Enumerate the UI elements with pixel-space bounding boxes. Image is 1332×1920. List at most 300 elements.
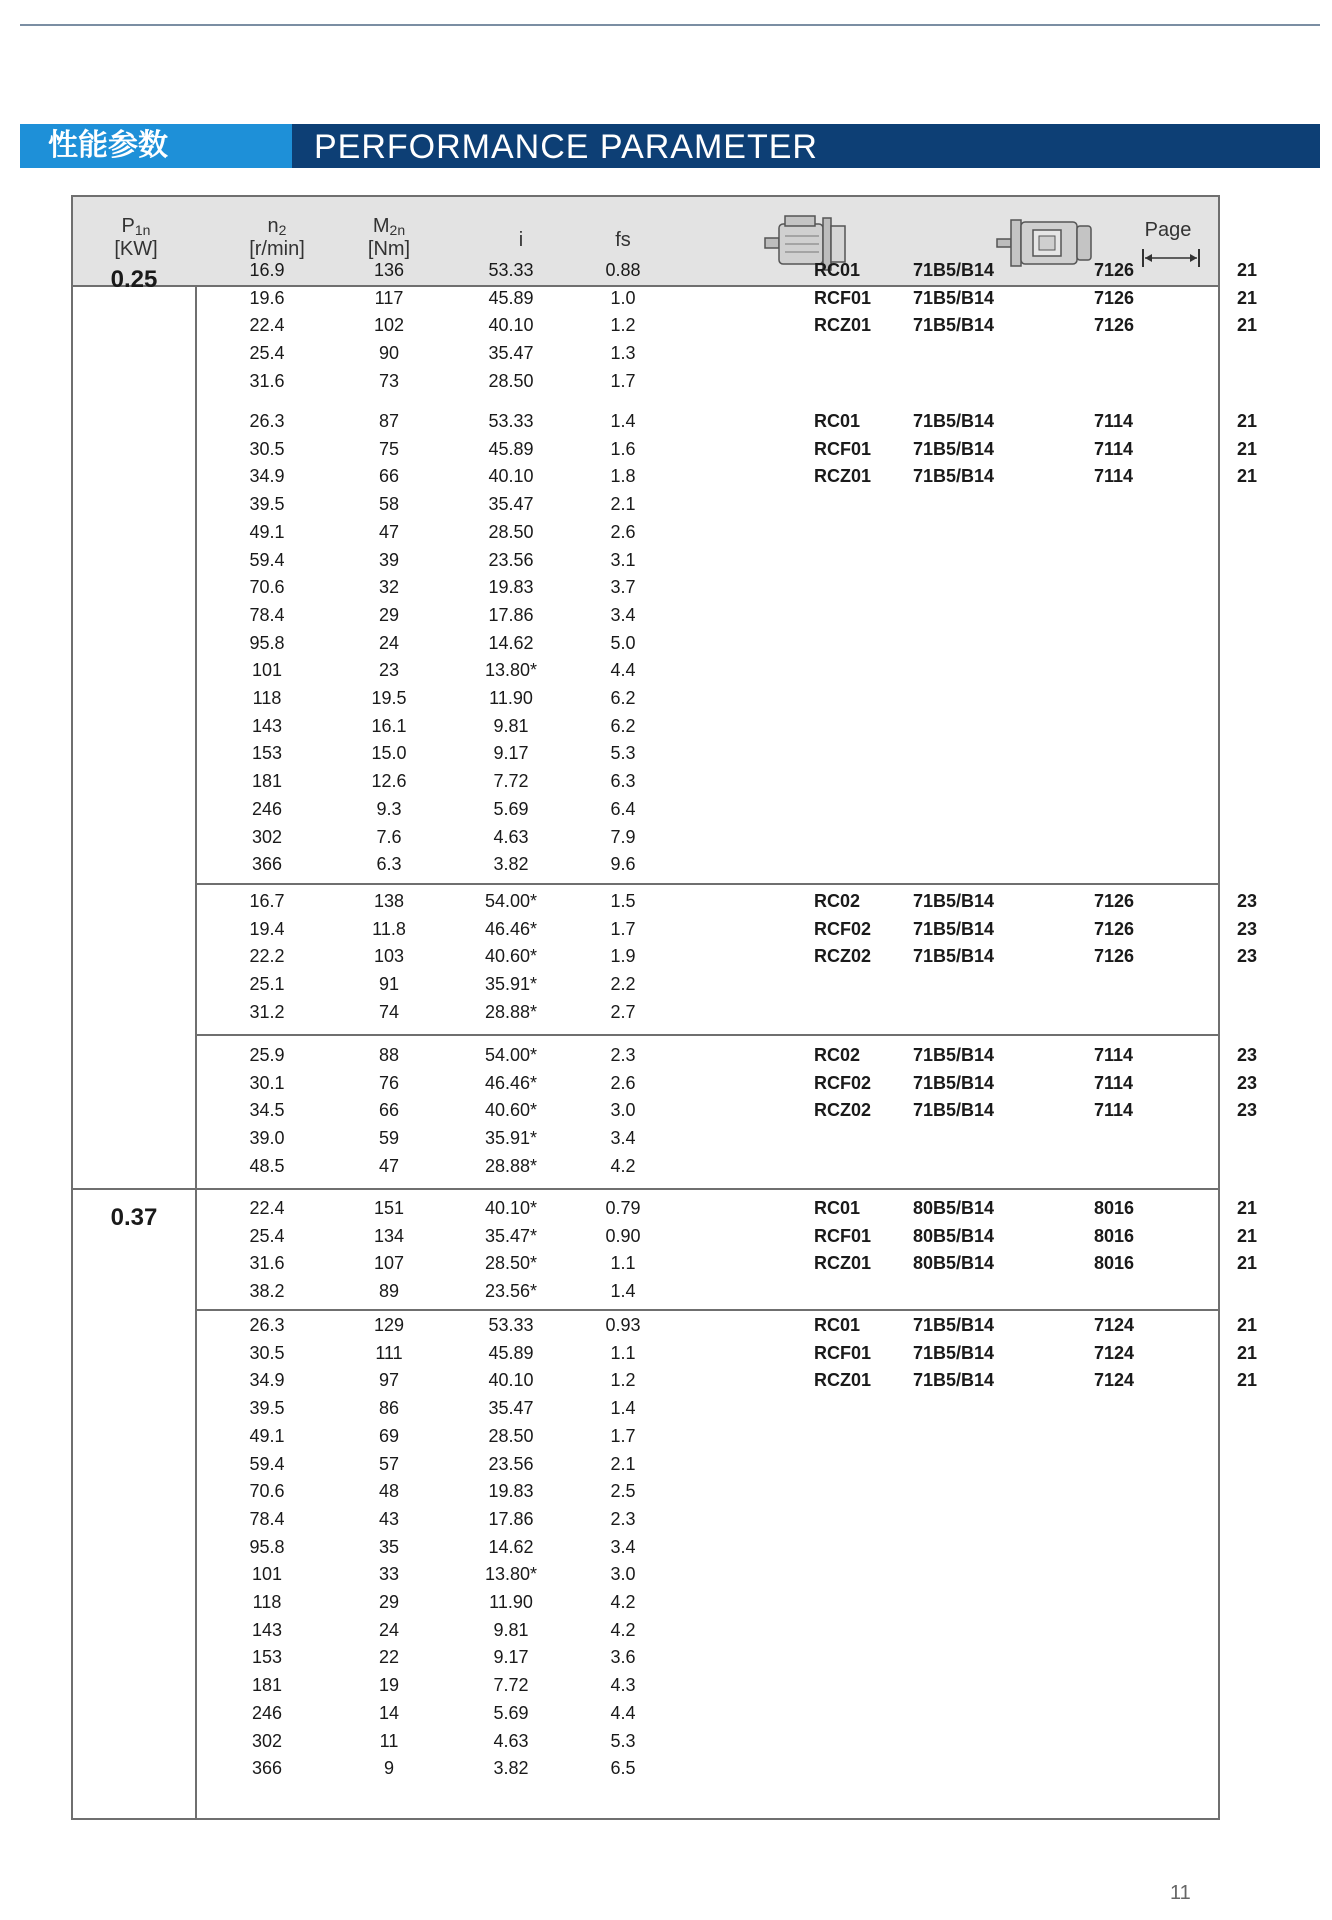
fs-cell: 6.3 — [610, 771, 636, 792]
fs-cell: 4.2 — [610, 1619, 636, 1640]
ratio-cell: 4.63 — [493, 826, 529, 847]
fs-cell: 3.1 — [610, 549, 636, 570]
group-divider — [195, 1309, 1218, 1311]
flange-cell: 71B5/B14 — [913, 891, 995, 911]
n2-cell: 34.9 — [249, 1370, 285, 1391]
ratio-cell: 23.56 — [488, 1453, 534, 1474]
flange-cell: 71B5/B14 — [913, 438, 995, 459]
table-row — [197, 1728, 1218, 1756]
page-cell: 21 — [1237, 438, 1258, 459]
n2-cell: 49.1 — [249, 1425, 285, 1446]
header-m2n: $M_{2n}$ [Nm] — [367, 215, 411, 260]
m2n-cell: 86 — [378, 1398, 400, 1419]
motor-cell: 7126 — [1094, 891, 1135, 911]
n2-cell: 302 — [251, 826, 283, 847]
table-row — [197, 1312, 1258, 1340]
n2-cell: 22.4 — [249, 315, 285, 336]
flange-cell: 71B5/B14 — [913, 1342, 995, 1363]
n2-cell: 59.4 — [249, 549, 285, 570]
n2-cell: 153 — [251, 1647, 283, 1668]
table-row — [197, 312, 1258, 340]
table-row — [197, 602, 1218, 630]
n2-cell: 153 — [251, 743, 283, 764]
ratio-cell: 23.56* — [484, 1281, 538, 1302]
fs-cell: 3.4 — [610, 604, 636, 625]
n2-cell: 101 — [251, 1564, 283, 1585]
header-i: i — [518, 229, 524, 251]
n2-cell: 302 — [251, 1730, 283, 1751]
header-page: Page — [1144, 219, 1192, 241]
n2-cell: 78.4 — [249, 1508, 285, 1529]
table-row — [197, 971, 1218, 999]
m2n-cell: 29 — [378, 604, 400, 625]
group-divider — [195, 883, 1218, 885]
m2n-cell: 73 — [378, 370, 400, 391]
page-cell: 23 — [1237, 891, 1258, 911]
page-cell: 23 — [1237, 918, 1258, 939]
fs-cell: 6.4 — [610, 798, 636, 819]
table-row — [197, 657, 1218, 685]
fs-cell: 2.3 — [610, 1508, 636, 1529]
power-group-divider — [73, 1188, 1218, 1190]
n2-cell: 366 — [251, 1758, 283, 1779]
ratio-cell: 54.00* — [484, 1045, 538, 1065]
fs-cell: 1.2 — [610, 315, 636, 336]
ratio-cell: 3.82 — [493, 1758, 529, 1779]
ratio-cell: 35.47* — [484, 1225, 538, 1246]
table-row — [197, 1700, 1218, 1728]
fs-cell: 4.2 — [610, 1155, 636, 1176]
ratio-cell: 28.50 — [488, 521, 534, 542]
fs-cell: 5.3 — [610, 1730, 636, 1751]
table-row — [197, 340, 1218, 368]
n2-cell: 39.0 — [249, 1128, 285, 1149]
fs-cell: 1.8 — [610, 466, 636, 487]
n2-cell: 30.5 — [249, 1342, 285, 1363]
table-row — [197, 1478, 1218, 1506]
n2-cell: 30.1 — [249, 1072, 285, 1093]
ratio-cell: 53.33 — [488, 411, 534, 431]
fs-cell: 3.4 — [610, 1536, 636, 1557]
ratio-cell: 53.33 — [488, 1315, 534, 1335]
header-p1n: $P_{1n}$ [KW] — [114, 215, 158, 260]
ratio-cell: 17.86 — [488, 1508, 534, 1529]
n2-cell: 143 — [251, 1619, 283, 1640]
flange-cell: 71B5/B14 — [913, 260, 995, 280]
page-cell: 21 — [1237, 1198, 1258, 1218]
group-divider — [195, 1034, 1218, 1036]
ratio-cell: 45.89 — [488, 438, 534, 459]
m2n-cell: 102 — [373, 315, 405, 336]
table-row — [197, 999, 1218, 1027]
n2-cell: 118 — [252, 1592, 282, 1612]
model-cell: RCF01 — [814, 1342, 872, 1363]
n2-cell: 246 — [251, 1702, 283, 1723]
flange-cell: 80B5/B14 — [913, 1225, 995, 1246]
n2-cell: 16.9 — [249, 260, 285, 280]
n2-cell: 181 — [251, 771, 283, 792]
model-cell: RCZ01 — [814, 1370, 872, 1391]
n2-cell: 78.4 — [249, 604, 285, 625]
ratio-cell: 11.90 — [489, 1592, 533, 1612]
table-row — [197, 285, 1258, 313]
model-cell: RCF01 — [814, 1225, 872, 1246]
fs-cell: 0.79 — [605, 1198, 641, 1218]
flange-cell: 80B5/B14 — [913, 1253, 995, 1274]
page-cell: 21 — [1237, 287, 1258, 308]
model-cell: RCF01 — [814, 287, 872, 308]
ratio-cell: 40.10 — [488, 1370, 534, 1391]
model-cell: RC01 — [814, 1198, 861, 1218]
m2n-cell: 39 — [378, 549, 400, 570]
m2n-cell: 66 — [378, 466, 400, 487]
motor-cell: 7114 — [1094, 1100, 1134, 1121]
table-row — [197, 1423, 1218, 1451]
motor-cell: 7124 — [1094, 1370, 1135, 1391]
m2n-cell: 23 — [378, 660, 400, 681]
fs-cell: 1.7 — [610, 370, 636, 391]
n2-cell: 70.6 — [249, 1481, 285, 1502]
ratio-cell: 40.60* — [484, 946, 538, 967]
fs-cell: 1.4 — [610, 1281, 636, 1302]
n2-cell: 31.6 — [249, 370, 285, 391]
flange-cell: 71B5/B14 — [913, 287, 995, 308]
ratio-cell: 45.89 — [488, 1342, 534, 1363]
m2n-cell: 47 — [378, 1155, 400, 1176]
m2n-cell: 22 — [378, 1647, 400, 1668]
m2n-cell: 87 — [378, 411, 400, 431]
flange-cell: 80B5/B14 — [913, 1198, 995, 1218]
m2n-cell: 76 — [378, 1072, 400, 1093]
performance-table — [71, 195, 1258, 1820]
n2-cell: 39.5 — [249, 1398, 285, 1419]
motor-cell: 7114 — [1094, 411, 1134, 431]
table-row — [197, 768, 1218, 796]
fs-cell: 7.9 — [610, 826, 636, 847]
n2-cell: 59.4 — [249, 1453, 285, 1474]
ratio-cell: 3.82 — [493, 854, 529, 875]
n2-cell: 101 — [251, 660, 283, 681]
ratio-cell: 19.83 — [488, 1481, 534, 1502]
table-row — [197, 1097, 1258, 1125]
table-row — [197, 851, 1218, 879]
table-row — [197, 1278, 1218, 1306]
ratio-cell: 46.46* — [484, 918, 538, 939]
n2-cell: 25.4 — [249, 343, 285, 364]
motor-cell: 7126 — [1094, 315, 1135, 336]
motor-cell: 7114 — [1094, 1045, 1134, 1065]
ratio-cell: 11.90 — [489, 688, 533, 708]
motor-cell: 7124 — [1094, 1342, 1135, 1363]
fs-cell: 1.7 — [610, 918, 636, 939]
fs-cell: 4.4 — [610, 660, 636, 681]
fs-cell: 5.3 — [610, 743, 636, 764]
m2n-cell: 9 — [383, 1758, 394, 1779]
table-row — [197, 1125, 1218, 1153]
page-cell: 23 — [1237, 946, 1258, 967]
ratio-cell: 19.83 — [488, 577, 534, 598]
n2-cell: 70.6 — [249, 577, 285, 598]
flange-cell: 71B5/B14 — [913, 946, 995, 967]
n2-cell: 38.2 — [249, 1281, 285, 1302]
page-cell: 21 — [1237, 315, 1258, 336]
ratio-cell: 28.50 — [488, 370, 534, 391]
m2n-cell: 57 — [378, 1453, 400, 1474]
fs-cell: 1.5 — [610, 891, 636, 911]
flange-cell: 71B5/B14 — [913, 1045, 995, 1065]
fs-cell: 6.5 — [610, 1758, 636, 1779]
power-value: 0.37 — [110, 1204, 158, 1231]
top-rule — [20, 24, 1320, 26]
fs-cell: 4.2 — [610, 1592, 636, 1612]
table-row — [197, 1506, 1218, 1534]
flange-cell: 71B5/B14 — [913, 1315, 995, 1335]
ratio-cell: 9.17 — [493, 743, 529, 764]
title-english: PERFORMANCE PARAMETER — [292, 124, 1320, 168]
m2n-cell: 88 — [378, 1045, 400, 1065]
fs-cell: 2.6 — [610, 1072, 636, 1093]
ratio-cell: 35.91* — [484, 1128, 538, 1149]
fs-cell: 3.6 — [610, 1647, 636, 1668]
fs-cell: 3.0 — [610, 1564, 636, 1585]
table-row — [197, 1042, 1258, 1070]
table-row — [197, 916, 1258, 944]
model-cell: RCZ01 — [814, 1253, 872, 1274]
fs-cell: 1.4 — [610, 1398, 636, 1419]
m2n-cell: 43 — [378, 1508, 400, 1529]
n2-cell: 31.2 — [249, 1001, 285, 1022]
m2n-cell: 11.8 — [372, 918, 406, 939]
ratio-cell: 54.00* — [484, 891, 538, 911]
ratio-cell: 35.47 — [488, 343, 534, 364]
model-cell: RCZ02 — [814, 1100, 872, 1121]
fs-cell: 1.9 — [610, 946, 636, 967]
m2n-cell: 138 — [373, 891, 405, 911]
ratio-cell: 28.88* — [484, 1001, 538, 1022]
fs-cell: 3.7 — [610, 577, 636, 598]
ratio-cell: 28.50* — [484, 1253, 538, 1274]
m2n-cell: 24 — [378, 632, 400, 653]
n2-cell: 181 — [251, 1675, 283, 1696]
n2-cell: 48.5 — [249, 1155, 285, 1176]
m2n-cell: 48 — [378, 1481, 400, 1502]
ratio-cell: 17.86 — [488, 604, 534, 625]
fs-cell: 1.6 — [610, 438, 636, 459]
page-cell: 21 — [1237, 1225, 1258, 1246]
n2-cell: 95.8 — [249, 632, 285, 653]
page-cell: 21 — [1237, 1370, 1258, 1391]
ratio-cell: 9.81 — [493, 715, 529, 736]
motor-cell: 7126 — [1094, 946, 1135, 967]
ratio-cell: 14.62 — [488, 1536, 534, 1557]
table-row — [197, 685, 1218, 713]
table-row — [197, 408, 1258, 436]
ratio-cell: 5.69 — [493, 798, 529, 819]
table-row — [197, 463, 1258, 491]
flange-cell: 71B5/B14 — [913, 918, 995, 939]
fs-cell: 1.2 — [610, 1370, 636, 1391]
m2n-cell: 111 — [375, 1342, 403, 1363]
m2n-cell: 7.6 — [376, 826, 402, 847]
motor-cell: 8016 — [1094, 1253, 1135, 1274]
ratio-cell: 4.63 — [493, 1730, 529, 1751]
motor-cell: 7126 — [1094, 260, 1135, 280]
table-row — [197, 1534, 1218, 1562]
m2n-cell: 89 — [378, 1281, 400, 1302]
title-chinese: 性能参数 — [20, 124, 292, 168]
fs-cell: 4.3 — [610, 1675, 636, 1696]
fs-cell: 2.5 — [610, 1481, 636, 1502]
header-n2: $n_2$ [r/min] — [249, 215, 305, 260]
page-cell: 21 — [1237, 1253, 1258, 1274]
ratio-cell: 23.56 — [488, 549, 534, 570]
m2n-cell: 151 — [373, 1198, 405, 1218]
m2n-cell: 12.6 — [371, 771, 407, 792]
table-row — [197, 519, 1218, 547]
m2n-cell: 15.0 — [371, 743, 407, 764]
m2n-cell: 107 — [373, 1253, 405, 1274]
m2n-cell: 91 — [378, 974, 400, 995]
ratio-cell: 28.50 — [488, 1425, 534, 1446]
n2-cell: 39.5 — [249, 494, 285, 515]
model-cell: RCZ01 — [814, 466, 872, 487]
page-cell: 21 — [1237, 466, 1258, 487]
ratio-cell: 46.46* — [484, 1072, 538, 1093]
n2-cell: 26.3 — [249, 411, 285, 431]
m2n-cell: 59 — [378, 1128, 400, 1149]
ratio-cell: 7.72 — [493, 771, 529, 792]
m2n-cell: 134 — [373, 1225, 405, 1246]
table-row — [197, 630, 1218, 658]
m2n-cell: 14 — [378, 1702, 400, 1723]
motor-cell: 7114 — [1094, 438, 1134, 459]
table-row — [197, 1589, 1218, 1617]
motor-cell: 7114 — [1094, 1072, 1134, 1093]
model-cell: RCF02 — [814, 1072, 872, 1093]
n2-cell: 49.1 — [249, 521, 285, 542]
n2-cell: 34.9 — [249, 466, 285, 487]
ratio-cell: 14.62 — [488, 632, 534, 653]
table-row — [197, 888, 1258, 916]
table-row — [197, 1070, 1258, 1098]
fs-cell: 2.1 — [610, 1453, 636, 1474]
ratio-cell: 5.69 — [493, 1702, 529, 1723]
flange-cell: 71B5/B14 — [913, 411, 995, 431]
m2n-cell: 103 — [373, 946, 405, 967]
m2n-cell: 24 — [378, 1619, 400, 1640]
fs-cell: 3.4 — [610, 1128, 636, 1149]
motor-cell: 8016 — [1094, 1225, 1135, 1246]
table-row — [197, 1195, 1258, 1223]
table-row — [197, 257, 1258, 285]
table-row — [197, 1250, 1258, 1278]
n2-cell: 16.7 — [249, 891, 285, 911]
flange-cell: 71B5/B14 — [913, 1370, 995, 1391]
ratio-cell: 40.10 — [488, 315, 534, 336]
m2n-cell: 29 — [378, 1592, 400, 1612]
m2n-cell: 11 — [379, 1730, 399, 1751]
ratio-cell: 13.80* — [484, 660, 538, 681]
ratio-cell: 9.81 — [493, 1619, 529, 1640]
fs-cell: 2.3 — [610, 1045, 636, 1065]
n2-cell: 19.4 — [249, 918, 285, 939]
page-cell: 23 — [1237, 1100, 1258, 1121]
table-row — [197, 713, 1218, 741]
model-cell: RC02 — [814, 891, 861, 911]
n2-cell: 118 — [252, 688, 282, 708]
fs-cell: 6.2 — [610, 715, 636, 736]
n2-cell: 19.6 — [249, 287, 285, 308]
table-row — [197, 1617, 1218, 1645]
flange-cell: 71B5/B14 — [913, 315, 995, 336]
m2n-cell: 117 — [374, 287, 404, 308]
page-cell: 23 — [1237, 1072, 1258, 1093]
fs-cell: 2.1 — [610, 494, 636, 515]
model-cell: RC01 — [814, 260, 861, 280]
motor-cell: 8016 — [1094, 1198, 1135, 1218]
n2-cell: 34.5 — [249, 1100, 285, 1121]
ratio-cell: 9.17 — [493, 1647, 529, 1668]
table-row — [197, 943, 1258, 971]
model-cell: RCZ02 — [814, 946, 872, 967]
flange-cell: 71B5/B14 — [913, 1072, 995, 1093]
motor-cell: 7124 — [1094, 1315, 1135, 1335]
table-row — [197, 1395, 1218, 1423]
fs-cell: 1.7 — [610, 1425, 636, 1446]
ratio-cell: 45.89 — [488, 287, 534, 308]
m2n-cell: 97 — [378, 1370, 400, 1391]
fs-cell: 6.2 — [610, 688, 636, 708]
m2n-cell: 129 — [373, 1315, 405, 1335]
model-cell: RC01 — [814, 411, 861, 431]
fs-cell: 4.4 — [610, 1702, 636, 1723]
fs-cell: 2.2 — [610, 974, 636, 995]
table-row — [197, 1755, 1218, 1783]
page-cell: 21 — [1237, 411, 1258, 431]
table-row — [197, 547, 1218, 575]
ratio-cell: 40.60* — [484, 1100, 538, 1121]
m2n-cell: 75 — [378, 438, 400, 459]
table-row — [197, 436, 1258, 464]
n2-cell: 25.1 — [249, 974, 285, 995]
fs-cell: 2.7 — [610, 1001, 636, 1022]
m2n-cell: 6.3 — [376, 854, 402, 875]
fs-cell: 1.4 — [610, 411, 636, 431]
m2n-cell: 9.3 — [376, 798, 402, 819]
n2-cell: 22.2 — [249, 946, 285, 967]
flange-cell: 71B5/B14 — [913, 1100, 995, 1121]
n2-cell: 95.8 — [249, 1536, 285, 1557]
flange-cell: 71B5/B14 — [913, 466, 995, 487]
table-row — [197, 1561, 1218, 1589]
ratio-cell: 13.80* — [484, 1564, 538, 1585]
m2n-cell: 35 — [378, 1536, 400, 1557]
fs-cell: 5.0 — [610, 632, 636, 653]
table-row — [197, 1153, 1218, 1181]
table-row — [197, 1451, 1218, 1479]
table-row — [197, 574, 1218, 602]
ratio-cell: 35.91* — [484, 974, 538, 995]
table-row — [197, 1367, 1258, 1395]
m2n-cell: 47 — [378, 521, 400, 542]
m2n-cell: 58 — [378, 494, 400, 515]
page-number: 11 — [1170, 1882, 1191, 1904]
fs-cell: 0.90 — [605, 1225, 641, 1246]
model-cell: RCF02 — [814, 918, 872, 939]
n2-cell: 246 — [251, 798, 283, 819]
title-bar — [20, 124, 1320, 168]
m2n-cell: 136 — [373, 260, 405, 280]
